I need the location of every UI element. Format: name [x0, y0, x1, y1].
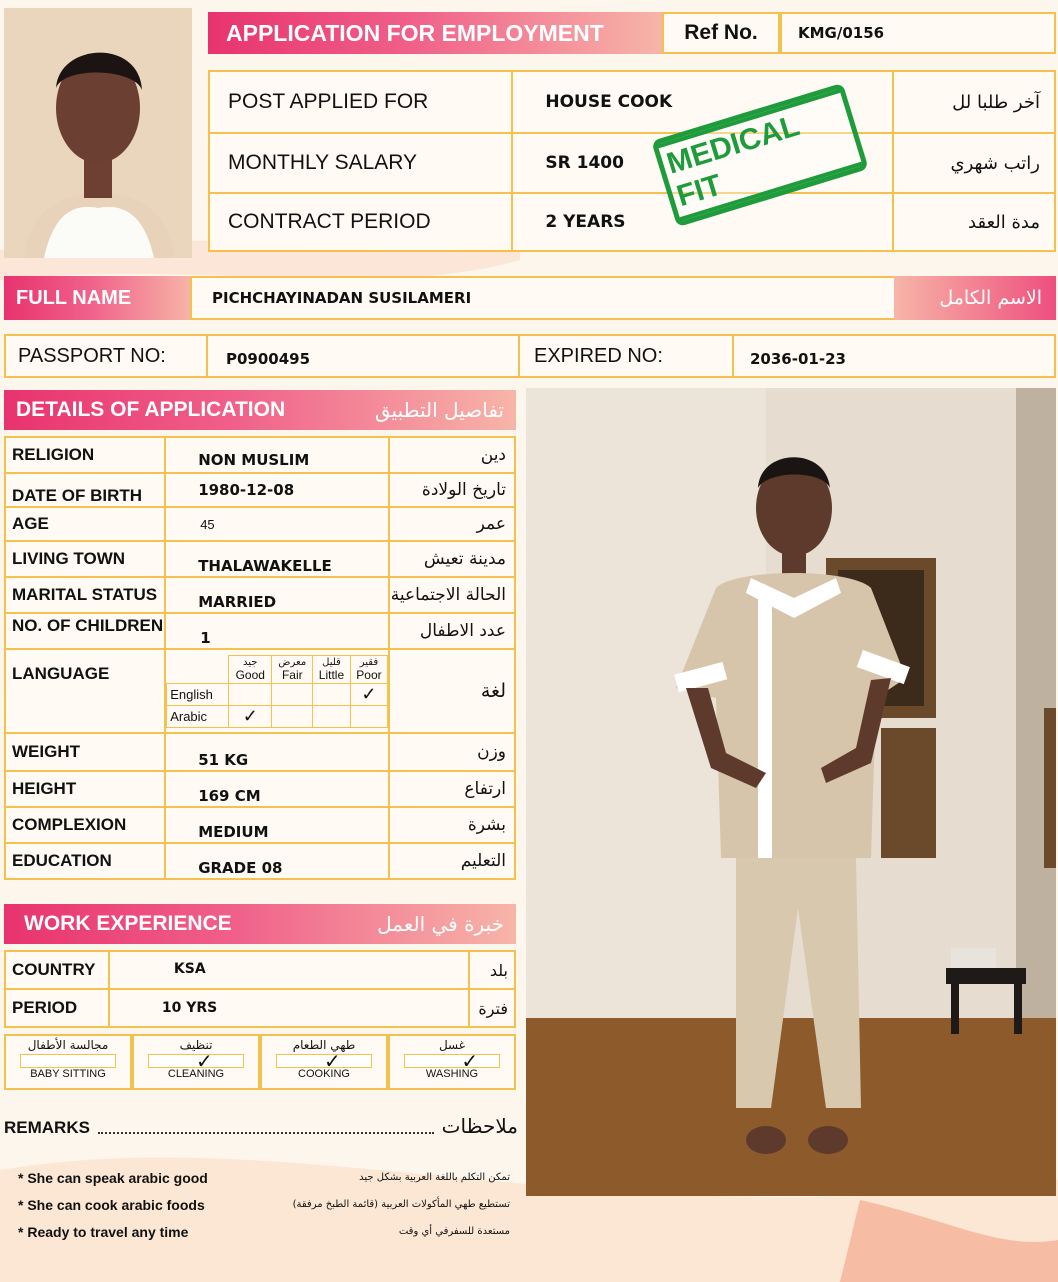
stamp-text: MEDICAL FIT: [657, 89, 862, 221]
full-name-label-cell: [4, 276, 192, 320]
marital-value: MARRIED: [198, 593, 277, 611]
skill-baby-sitting-ar: مجالسة الأطفال: [27, 1038, 109, 1052]
language-english: English: [167, 683, 229, 705]
age-value: 45: [165, 507, 389, 541]
application-title-bar: [208, 12, 662, 54]
skill-washing: [388, 1034, 516, 1090]
contract-label: CONTRACT PERIOD: [209, 193, 512, 251]
town-value: THALAWAKELLE: [198, 557, 332, 575]
period-value: 10 YRS: [161, 1000, 218, 1016]
expired-value: 2036-01-23: [750, 350, 846, 368]
level-fair: Fair: [281, 668, 303, 682]
passport-value: P0900495: [226, 350, 311, 368]
level-poor-ar: فقير: [359, 657, 379, 668]
dob-arabic: تاريخ الولادة: [389, 473, 515, 507]
weight-value: 51 KG: [198, 751, 249, 769]
weight-arabic: وزن: [389, 733, 515, 771]
weight-label: WEIGHT: [5, 733, 165, 771]
town-label: LIVING TOWN: [5, 541, 165, 577]
work-title-arabic: خبرة في العمل: [377, 912, 504, 936]
details-table: [4, 436, 516, 880]
ref-value-cell: [780, 12, 1056, 54]
profile-photo: [4, 8, 192, 258]
contract-arabic: مدة العقد: [893, 193, 1055, 251]
religion-value: NON MUSLIM: [198, 451, 310, 469]
remark-1-en: * She can speak arabic good: [18, 1169, 208, 1186]
details-title-arabic: تفاصيل التطبيق: [374, 398, 504, 422]
level-poor: Poor: [356, 668, 382, 682]
skill-cooking-en: COOKING: [298, 1068, 350, 1080]
skill-cooking: [260, 1034, 388, 1090]
education-arabic: التعليم: [389, 843, 515, 879]
full-name-arabic: الاسم الكامل: [939, 287, 1042, 309]
skill-washing-ar: غسل: [438, 1038, 466, 1052]
passport-value-cell: [206, 334, 520, 378]
remarks-arabic: ملاحظات: [441, 1114, 518, 1138]
ref-label: Ref No.: [684, 21, 758, 44]
full-name-label: FULL NAME: [16, 286, 132, 309]
full-name-arabic-cell: [894, 276, 1056, 320]
post-label: POST APPLIED FOR: [209, 71, 512, 133]
education-value: GRADE 08: [198, 859, 283, 877]
level-good: Good: [235, 668, 265, 682]
religion-arabic: دين: [389, 437, 515, 473]
full-body-photo: [526, 388, 1056, 1196]
remarks-line: [4, 1110, 518, 1138]
town-arabic: مدينة تعيش: [389, 541, 515, 577]
details-header: [4, 390, 516, 430]
remark-item: [18, 1218, 510, 1245]
skill-baby-sitting-en: BABY SITTING: [30, 1068, 106, 1080]
period-arabic: فترة: [469, 989, 515, 1027]
salary-arabic: راتب شهري: [893, 133, 1055, 193]
contract-value: 2 YEARS: [545, 212, 626, 232]
dob-value: 1980-12-08: [198, 480, 295, 499]
height-label: HEIGHT: [5, 771, 165, 807]
english-poor-check: ✓: [350, 683, 387, 705]
skill-baby-sitting: [4, 1034, 132, 1090]
ref-value: KMG/0156: [798, 24, 885, 42]
expired-value-cell: [732, 334, 1056, 378]
language-arabic-label: لغة: [389, 649, 515, 733]
post-table: [208, 70, 1056, 250]
post-value: HOUSE COOK: [545, 92, 673, 112]
education-label: EDUCATION: [5, 843, 165, 879]
passport-label-cell: [4, 334, 208, 378]
salary-label: MONTHLY SALARY: [209, 133, 512, 193]
remark-2-en: * She can cook arabic foods: [18, 1196, 205, 1213]
remark-item: [18, 1164, 510, 1191]
children-arabic: عدد الاطفال: [389, 613, 515, 649]
ref-label-cell: [662, 12, 780, 54]
level-little-ar: قليل: [322, 657, 341, 668]
country-arabic: بلد: [469, 951, 515, 989]
post-arabic: آخر طلبا لل: [893, 71, 1055, 133]
work-header: [4, 904, 516, 944]
arabic-good-check: ✓: [229, 705, 272, 727]
work-table: [4, 950, 516, 1028]
remark-item: [18, 1191, 510, 1218]
skill-washing-check: ✓: [461, 1051, 479, 1073]
remark-1-ar: تمكن التكلم باللغة العربية بشكل جيد: [359, 1172, 510, 1183]
work-title: WORK EXPERIENCE: [24, 912, 232, 935]
skill-cleaning-ar: تنظيف: [179, 1038, 213, 1052]
age-arabic: عمر: [389, 507, 515, 541]
complexion-arabic: بشرة: [389, 807, 515, 843]
skill-cleaning: [132, 1034, 260, 1090]
expired-label-cell: [518, 334, 734, 378]
marital-arabic: الحالة الاجتماعية: [389, 577, 515, 613]
remarks-list: [18, 1164, 510, 1245]
full-name-value: PICHCHAYINADAN SUSILAMERI: [212, 289, 472, 307]
period-label: PERIOD: [5, 989, 109, 1027]
language-label: LANGUAGE: [5, 649, 165, 733]
country-value: KSA: [173, 961, 206, 977]
country-label: COUNTRY: [5, 951, 109, 989]
dob-label: DATE OF BIRTH: [5, 473, 165, 507]
passport-label: PASSPORT NO:: [18, 344, 166, 367]
level-fair-ar: معرض: [278, 657, 307, 668]
salary-value: SR 1400: [545, 153, 624, 173]
height-arabic: ارتفاع: [389, 771, 515, 807]
remarks-label: REMARKS: [4, 1118, 90, 1137]
details-title: DETAILS OF APPLICATION: [16, 398, 286, 421]
level-little: Little: [318, 668, 345, 682]
remark-3-ar: مستعدة للسفرفي أي وقت: [398, 1226, 510, 1237]
children-value: 1: [200, 629, 211, 647]
application-title: APPLICATION FOR EMPLOYMENT: [226, 19, 604, 46]
remark-2-ar: تستطيع طهي المأكولات العربية (قائمة الطبخ مرفقة): [292, 1199, 510, 1210]
religion-label: RELIGION: [5, 437, 165, 473]
skill-cooking-ar: طهي الطعام: [292, 1038, 356, 1052]
language-arabic: Arabic: [167, 705, 229, 727]
complexion-value: MEDIUM: [198, 823, 269, 841]
skill-cleaning-en: CLEANING: [167, 1068, 225, 1080]
skill-cooking-check: ✓: [324, 1051, 341, 1073]
height-value: 169 CM: [198, 787, 261, 805]
skills-row: [4, 1034, 516, 1090]
marital-label: MARITAL STATUS: [5, 577, 165, 613]
level-good-ar: جيد: [243, 657, 258, 668]
skill-cleaning-check: ✓: [196, 1051, 213, 1073]
skill-washing-en: WASHING: [425, 1068, 479, 1080]
language-grid: [166, 655, 388, 728]
expired-label: EXPIRED NO:: [534, 344, 663, 367]
full-name-value-cell: [190, 276, 896, 320]
age-label: AGE: [5, 507, 165, 541]
complexion-label: COMPLEXION: [5, 807, 165, 843]
remark-3-en: * Ready to travel any time: [18, 1223, 189, 1240]
children-label: NO. OF CHILDREN: [5, 613, 165, 649]
